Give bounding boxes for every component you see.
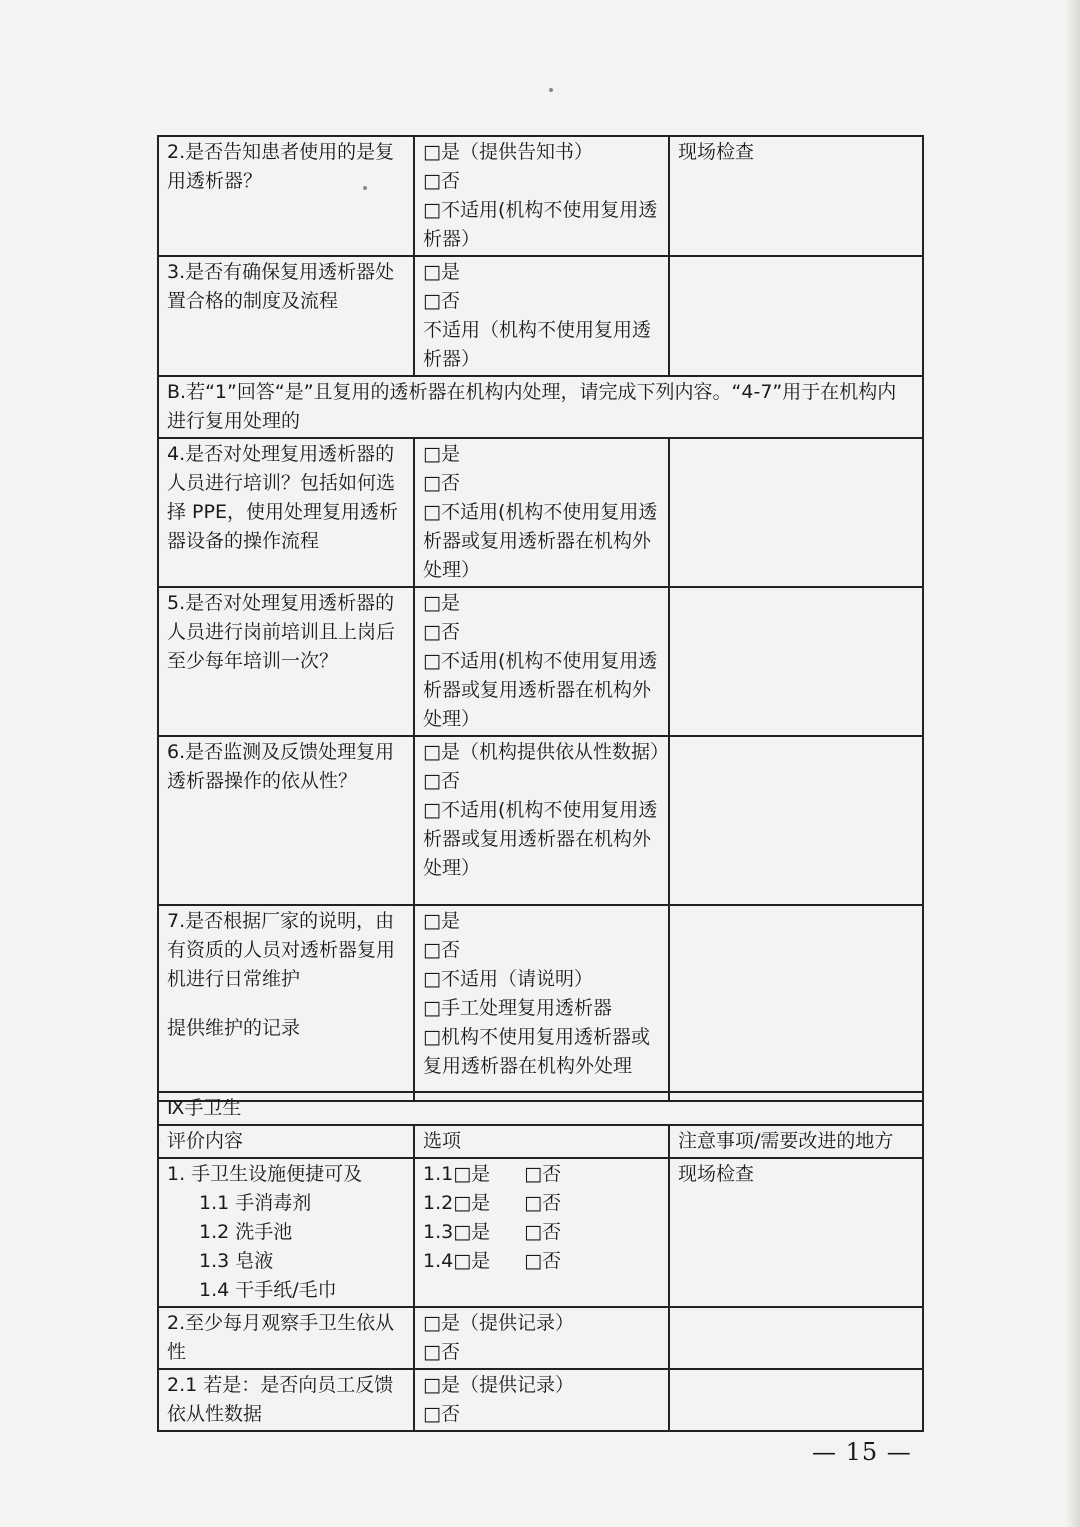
yes-checkbox[interactable]: 1.1□是	[423, 1163, 491, 1185]
notes-cell	[669, 1369, 923, 1431]
question-text: 4.是否对处理复用透析器的人员进行培训？包括如何选择 PPE，使用处理复用透析器设备的操作流程	[167, 443, 398, 552]
question-cell	[158, 1158, 414, 1307]
notes-text: 现场检查	[678, 141, 755, 163]
sub-item: 1.2 洗手池	[199, 1221, 293, 1243]
question-cell	[158, 736, 414, 905]
options-cell	[414, 1369, 669, 1431]
question-cell	[158, 136, 414, 256]
option-pair	[423, 1247, 660, 1276]
notes-cell	[669, 1307, 923, 1369]
question-extra-text: 提供维护的记录	[167, 1017, 301, 1039]
no-checkbox[interactable]: □否	[524, 1192, 562, 1214]
options-cell	[414, 1158, 669, 1307]
option-checkbox[interactable]: □否	[423, 290, 460, 312]
yes-checkbox[interactable]: 1.2□是	[423, 1192, 491, 1214]
option-checkbox[interactable]: □否	[423, 770, 460, 792]
section-b-cell	[158, 376, 923, 438]
table-row	[158, 256, 923, 376]
section-title-row	[158, 1092, 923, 1125]
spacer	[167, 994, 405, 1014]
table-row	[158, 587, 923, 736]
header-options: 选项	[414, 1125, 669, 1158]
option-checkbox[interactable]: □否	[423, 472, 460, 494]
sub-item: 1.3 皂液	[199, 1250, 274, 1272]
table-row	[158, 736, 923, 905]
table-row	[158, 905, 923, 1101]
table-row	[158, 1307, 923, 1369]
option-checkbox[interactable]: □是（提供告知书）	[423, 141, 593, 163]
no-checkbox[interactable]: □否	[524, 1163, 562, 1185]
option-checkbox[interactable]: □是（提供记录）	[423, 1312, 574, 1334]
options-cell	[414, 256, 669, 376]
question-text: 7.是否根据厂家的说明，由有资质的人员对透析器复用机进行日常维护	[167, 910, 396, 990]
table-row	[158, 1158, 923, 1307]
option-checkbox[interactable]: □否	[423, 1403, 460, 1425]
header-notes: 注意事项/需要改进的地方	[669, 1125, 923, 1158]
options-cell	[414, 736, 669, 905]
options-cell	[414, 587, 669, 736]
option-pair	[423, 1160, 660, 1189]
no-checkbox[interactable]: □否	[524, 1250, 562, 1272]
option-checkbox[interactable]: □是	[423, 592, 460, 614]
question-text: 2.至少每月观察手卫生依从性	[167, 1312, 395, 1363]
notes-cell	[669, 736, 923, 905]
question-text: 2.1 若是：是否向员工反馈依从性数据	[167, 1374, 394, 1425]
option-checkbox[interactable]: □是	[423, 261, 460, 283]
option-checkbox[interactable]: □不适用（请说明）	[423, 968, 593, 990]
notes-cell	[669, 256, 923, 376]
option-pair	[423, 1218, 660, 1247]
question-cell	[158, 905, 414, 1101]
option-checkbox[interactable]: □是	[423, 910, 460, 932]
question-text: 2.是否告知患者使用的是复用透析器？	[167, 141, 395, 192]
header-content: 评价内容	[158, 1125, 414, 1158]
options-cell	[414, 438, 669, 587]
section-row	[158, 376, 923, 438]
options-cell	[414, 1307, 669, 1369]
notes-cell	[669, 136, 923, 256]
question-cell	[158, 587, 414, 736]
dialyzer-reuse-table	[157, 135, 924, 1102]
option-checkbox[interactable]: □否	[423, 1341, 460, 1363]
options-cell	[414, 136, 669, 256]
no-checkbox[interactable]: □否	[524, 1221, 562, 1243]
scan-speck	[549, 88, 553, 92]
yes-checkbox[interactable]: 1.4□是	[423, 1250, 491, 1272]
sub-item: 1.4 干手纸/毛巾	[199, 1279, 337, 1301]
option-checkbox[interactable]: □手工处理复用透析器	[423, 997, 612, 1019]
notes-cell	[669, 1158, 923, 1307]
scan-speck	[363, 186, 367, 190]
yes-checkbox[interactable]: 1.3□是	[423, 1221, 491, 1243]
option-checkbox[interactable]: □否	[423, 939, 460, 961]
table-row	[158, 1369, 923, 1431]
option-checkbox[interactable]: □是	[423, 443, 460, 465]
page-edge	[1066, 0, 1080, 1527]
option-checkbox[interactable]: □不适用(机构不使用复用透析器）	[423, 199, 658, 250]
options-cell	[414, 905, 669, 1101]
page-number: — 15 —	[812, 1438, 912, 1466]
section-title: Ⅸ手卫生	[167, 1097, 242, 1119]
option-checkbox[interactable]: □机构不使用复用透析器或复用透析器在机构外处理	[423, 1026, 650, 1077]
question-text: 5.是否对处理复用透析器的人员进行岗前培训且上岗后至少每年培训一次？	[167, 592, 396, 672]
question-cell	[158, 1307, 414, 1369]
table-row	[158, 136, 923, 256]
option-checkbox[interactable]: □不适用(机构不使用复用透析器或复用透析器在机构外处理）	[423, 501, 658, 581]
option-checkbox[interactable]: □否	[423, 621, 460, 643]
option-checkbox[interactable]: □是（机构提供依从性数据）	[423, 741, 669, 763]
option-pair	[423, 1189, 660, 1218]
notes-cell	[669, 905, 923, 1101]
option-checkbox[interactable]: 不适用（机构不使用复用透析器）	[423, 319, 652, 370]
notes-cell	[669, 587, 923, 736]
option-checkbox[interactable]: □否	[423, 170, 460, 192]
sub-item: 1.1 手消毒剂	[199, 1192, 312, 1214]
option-checkbox[interactable]: □是（提供记录）	[423, 1374, 574, 1396]
notes-text: 现场检查	[678, 1163, 755, 1185]
section-b-text: B.若“1”回答“是”且复用的透析器在机构内处理，请完成下列内容。“4-7”用于在机构内进行复用处理的	[167, 381, 897, 432]
question-cell	[158, 438, 414, 587]
question-text: 1. 手卫生设施便捷可及	[167, 1163, 363, 1185]
notes-cell	[669, 438, 923, 587]
question-cell	[158, 256, 414, 376]
question-text: 3.是否有确保复用透析器处置合格的制度及流程	[167, 261, 395, 312]
option-checkbox[interactable]: □不适用(机构不使用复用透析器或复用透析器在机构外处理）	[423, 799, 658, 879]
question-cell	[158, 1369, 414, 1431]
hand-hygiene-table	[157, 1091, 924, 1432]
question-text: 6.是否监测及反馈处理复用透析器操作的依从性？	[167, 741, 395, 792]
option-checkbox[interactable]: □不适用(机构不使用复用透析器或复用透析器在机构外处理）	[423, 650, 658, 730]
section-title-cell	[158, 1092, 923, 1125]
header-row	[158, 1125, 923, 1158]
table-row	[158, 438, 923, 587]
